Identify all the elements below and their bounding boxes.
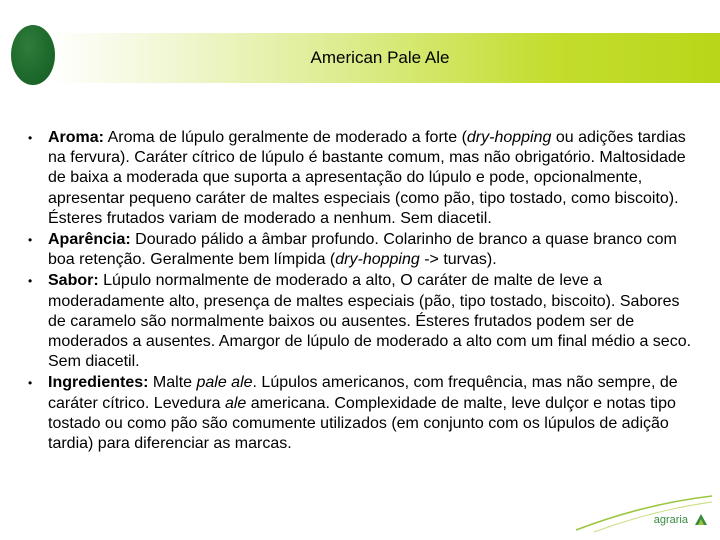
bullet-text: . Lúpulos americanos, com frequência, mas não sempre, de caráter cítrico. Levedura xyxy=(48,374,678,412)
bullet-text: ou adições tardias na fervura). Caráter cítrico de lúpulo é bastante comum, mas não obrigatório. Maltosidade de baixa a moderada que suporta a apresentação do lúpulo e pode, opcionalmente, apresentar pequeno caráter de maltes especiais (como pão, tipo tostado, como biscoito). Ésteres frutados variam de moderado a nenhum. Sem diacetil. xyxy=(48,129,686,227)
bullet-italic-term: pale ale xyxy=(196,374,253,392)
bullet-text: Aroma de lúpulo geralmente de moderado a forte ( xyxy=(104,129,467,146)
bullet-icon: • xyxy=(28,376,33,391)
bullet-list xyxy=(22,128,700,455)
bullet-label: Aparência: xyxy=(48,231,131,249)
bullet-label: Aroma: xyxy=(48,129,105,146)
bullet-text: Malte xyxy=(148,374,197,392)
bullet-text: Dourado pálido a âmbar profundo. Colarinho de branco a quase branco com boa retenção. Geralmente bem límpida ( xyxy=(48,231,677,269)
logo-mark-icon xyxy=(694,512,708,526)
bullet-item-aroma xyxy=(22,128,700,229)
bullet-label: Ingredientes: xyxy=(48,374,149,392)
bullet-icon: • xyxy=(28,233,33,248)
bullet-item-sabor xyxy=(22,271,700,372)
bullet-italic-term: ale xyxy=(224,394,247,412)
bullet-italic-term: dry-hopping xyxy=(466,129,552,146)
bullet-item-aparencia xyxy=(22,230,700,270)
bullet-italic-term: dry-hopping xyxy=(335,251,420,269)
bullet-item-ingredientes xyxy=(22,373,700,454)
bullet-text: americana. Complexidade de malte, leve dulçor e notas tipo tostado ou como pão são comumente utilizados (em conjunto com os lúpulos de adição tardia) para diferenciar as marcas. xyxy=(48,394,676,453)
logo-text: agraria xyxy=(653,514,688,526)
bullet-text: Lúpulo normalmente de moderado a alto, O caráter de malte de leve a moderadamente alto, presença de maltes especiais (pão, tipo tostado, biscoito). Sabores de caramelo são normalmente baixos ou ausentes. Ésteres frutados podem ser de moderados a ausentes. Amargor de lúpulo de moderado a alto com um final médio a seco. Sem diacetil. xyxy=(48,272,692,371)
bullet-text: -> turvas). xyxy=(419,251,497,269)
bullet-label: Sabor: xyxy=(48,272,99,290)
slide-title: American Pale Ale xyxy=(310,48,450,67)
logo-swoosh-icon xyxy=(574,494,714,534)
bullet-icon: • xyxy=(28,131,33,145)
header-circle-ornament xyxy=(11,25,55,85)
bullet-icon: • xyxy=(28,274,33,289)
agraria-logo xyxy=(574,494,714,534)
